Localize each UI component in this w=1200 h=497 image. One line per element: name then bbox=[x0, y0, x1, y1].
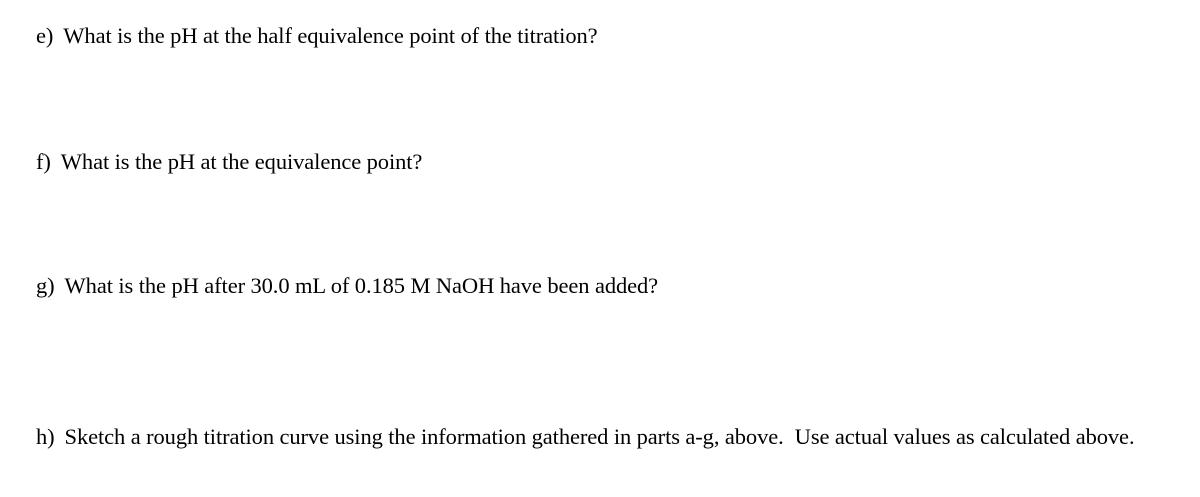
question-text: What is the pH at the half equivalence point of the titration? bbox=[63, 23, 598, 48]
question-h bbox=[36, 423, 1134, 451]
question-letter: e) bbox=[36, 23, 54, 48]
question-text: What is the pH after 30.0 mL of 0.185 M NaOH have been added? bbox=[64, 273, 659, 298]
question-g bbox=[36, 272, 658, 300]
question-letter: h) bbox=[36, 424, 55, 449]
question-text: Sketch a rough titration curve using the information gathered in parts a-g, above. Use actual values as calculated above. bbox=[64, 424, 1135, 449]
question-e bbox=[36, 22, 598, 50]
question-letter: f) bbox=[36, 149, 51, 174]
question-f bbox=[36, 148, 422, 176]
question-text: What is the pH at the equivalence point? bbox=[60, 149, 423, 174]
question-letter: g) bbox=[36, 273, 55, 298]
